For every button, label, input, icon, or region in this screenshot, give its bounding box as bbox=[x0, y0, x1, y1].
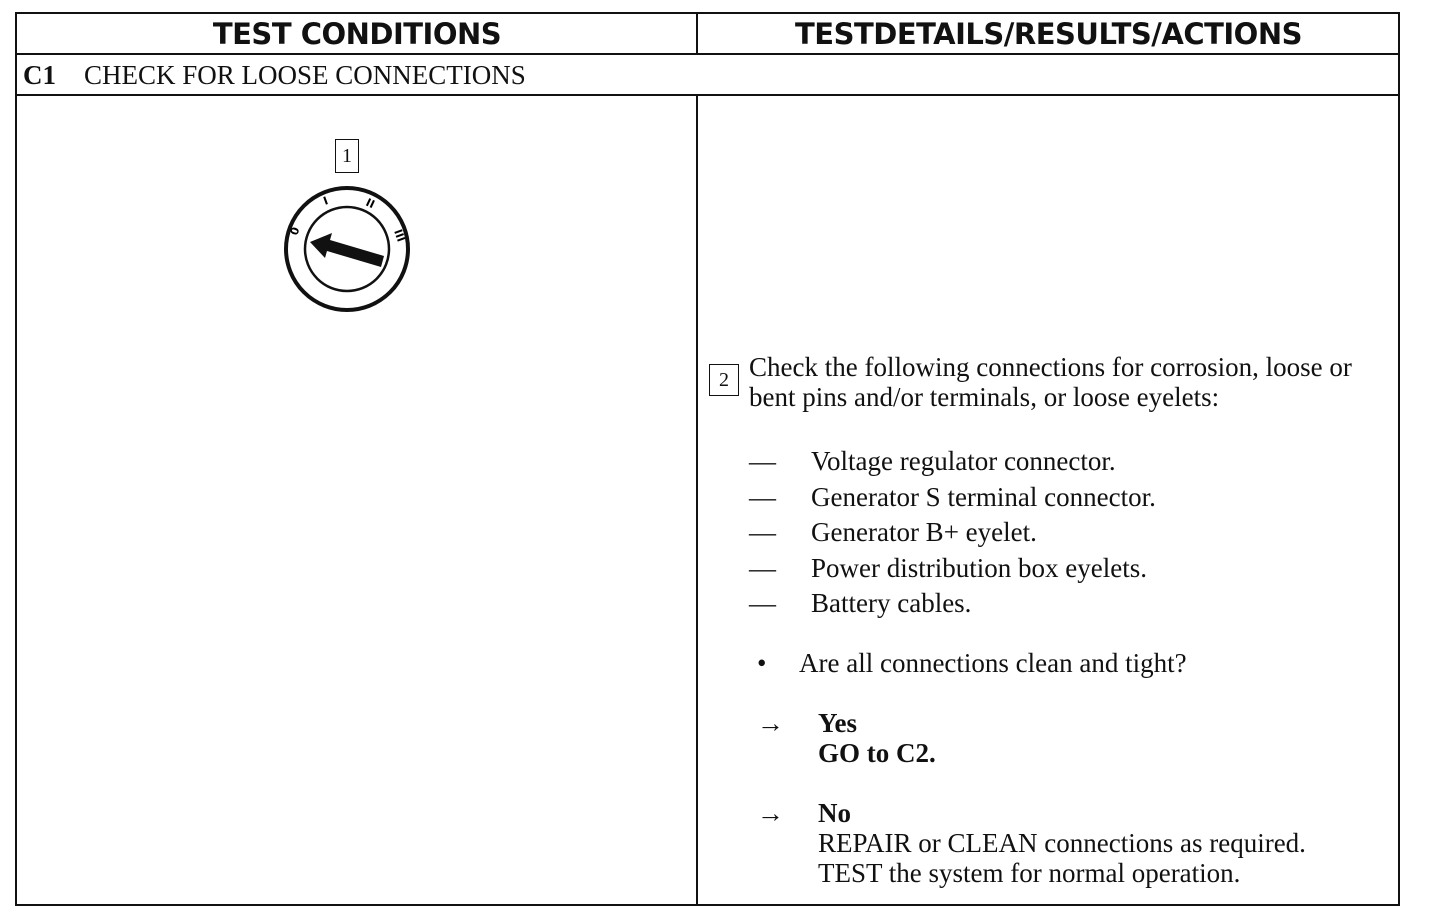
checklist-item: — Battery cables. bbox=[749, 588, 972, 618]
checklist-item: — Generator S terminal connector. bbox=[749, 481, 1156, 512]
answer-no-label: No bbox=[818, 798, 851, 828]
step-title: CHECK FOR LOOSE CONNECTIONS bbox=[84, 60, 526, 90]
answer-yes-label: Yes bbox=[818, 708, 857, 738]
checklist-item: — Generator B+ eyelet. bbox=[749, 517, 1037, 547]
question bbox=[757, 648, 1187, 678]
header-divider bbox=[17, 53, 1398, 55]
bullet-icon: • bbox=[757, 648, 767, 678]
inspection-instructions: Check the following connections for corrosion, loose or bent pins and/or terminals, or loose eyelets: bbox=[749, 352, 1352, 412]
dial-label-0: 0 bbox=[287, 225, 303, 238]
answer-yes-action: GO to C2. bbox=[818, 738, 936, 768]
dial-label-1: I bbox=[321, 194, 330, 208]
step-divider bbox=[17, 94, 1398, 96]
dial-label-2: II bbox=[363, 195, 377, 212]
header-test-details: TESTDETAILS/RESULTS/ACTIONS bbox=[795, 17, 1302, 51]
right-arrow-icon: → bbox=[757, 798, 784, 828]
header-test-conditions: TEST CONDITIONS bbox=[212, 17, 502, 51]
step-marker-1: 1 bbox=[335, 139, 359, 173]
step-marker-2: 2 bbox=[709, 364, 739, 396]
connection-checklist bbox=[749, 446, 1156, 624]
answer-no-action-2: TEST the system for normal operation. bbox=[818, 858, 1241, 888]
test-procedure-table bbox=[15, 12, 1400, 906]
checklist-item: — Power distribution box eyelets. bbox=[749, 552, 1147, 583]
question-text: Are all connections clean and tight? bbox=[799, 648, 1187, 678]
checklist-item: — Voltage regulator connector. bbox=[749, 446, 1116, 476]
dial-label-3: III bbox=[391, 227, 408, 244]
answer-no-action-1: REPAIR or CLEAN connections as required. bbox=[818, 828, 1306, 858]
column-divider-header bbox=[696, 14, 698, 54]
answer-no bbox=[757, 798, 1306, 888]
step-code: C1 bbox=[23, 60, 56, 90]
dial-arrow-icon bbox=[310, 233, 384, 267]
right-arrow-icon: → bbox=[757, 708, 784, 738]
ignition-switch-off-icon bbox=[282, 184, 412, 314]
step-title-row bbox=[23, 60, 526, 91]
column-divider-body bbox=[696, 96, 698, 904]
answer-yes bbox=[757, 708, 936, 768]
